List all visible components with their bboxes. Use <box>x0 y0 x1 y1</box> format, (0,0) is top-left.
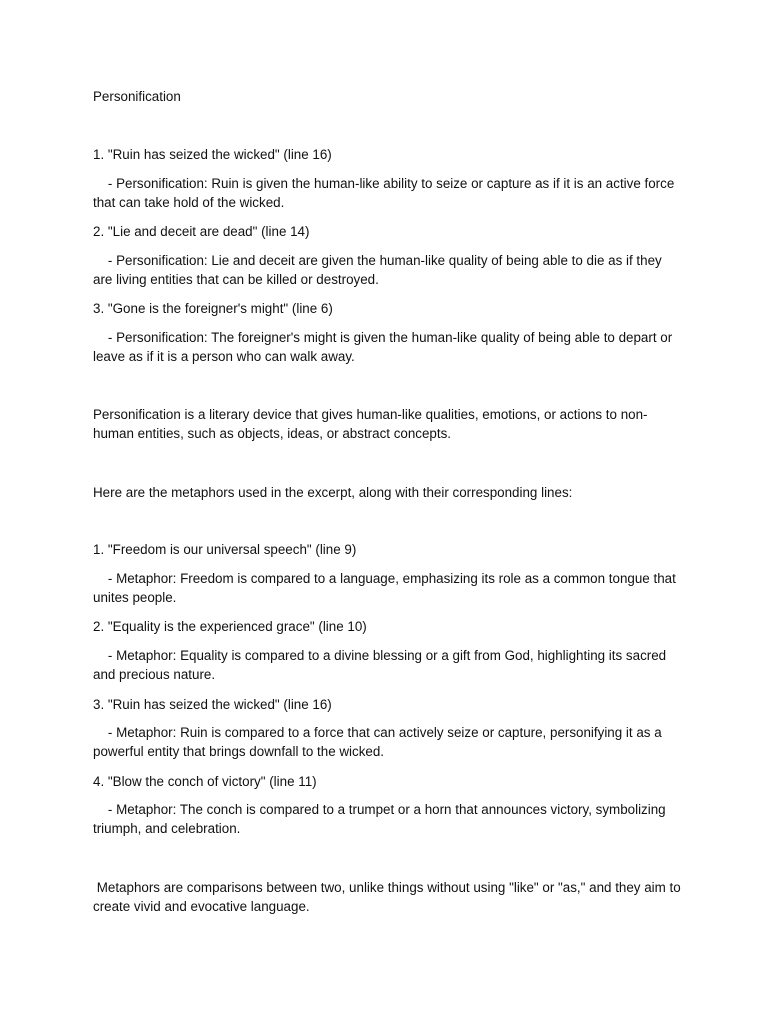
personification-item-2-title: 2. "Lie and deceit are dead" (line 14) <box>93 224 310 239</box>
metaphor-intro: Here are the metaphors used in the excerpt, along with their corresponding lines: <box>93 485 573 500</box>
metaphor-item-1-title: 1. "Freedom is our universal speech" (line 9) <box>93 542 357 557</box>
metaphor-item-4-explanation: - Metaphor: The conch is compared to a trumpet or a horn that announces victory, symbolizing triumph, and celebration. <box>93 802 670 836</box>
personification-item-3-title: 3. "Gone is the foreigner's might" (line 6) <box>93 301 333 316</box>
document-heading: Personification <box>93 89 181 104</box>
personification-item-2-explanation: - Personification: Lie and deceit are given the human-like quality of being able to die as if they are living entities that can be killed or destroyed. <box>93 253 666 287</box>
personification-item-1-explanation: - Personification: Ruin is given the human-like ability to seize or capture as if it is an active force that can take hold of the wicked. <box>93 176 679 210</box>
personification-definition: Personification is a literary device that gives human-like qualities, emotions, or actions to non-human entities, such as objects, ideas, or abstract concepts. <box>93 407 648 441</box>
metaphor-item-2-explanation: - Metaphor: Equality is compared to a divine blessing or a gift from God, highlighting its sacred and precious nature. <box>93 648 670 682</box>
personification-item-1-title: 1. "Ruin has seized the wicked" (line 16) <box>93 147 332 162</box>
personification-item-3-explanation: - Personification: The foreigner's might is given the human-like quality of being able to depart or leave as if it is a person who can walk away. <box>93 330 676 364</box>
metaphor-item-1-explanation: - Metaphor: Freedom is compared to a language, emphasizing its role as a common tongue that unites people. <box>93 571 680 605</box>
metaphor-item-3-explanation: - Metaphor: Ruin is compared to a force that can actively seize or capture, personifying it as a powerful entity that brings downfall to the wicked. <box>93 725 666 759</box>
metaphor-item-2-title: 2. "Equality is the experienced grace" (line 10) <box>93 619 367 634</box>
metaphor-definition: Metaphors are comparisons between two, unlike things without using "like" or "as," and they aim to create vivid and evocative language. <box>93 880 685 914</box>
metaphor-item-3-title: 3. "Ruin has seized the wicked" (line 16) <box>93 697 332 712</box>
metaphor-item-4-title: 4. "Blow the conch of victory" (line 11) <box>93 774 317 789</box>
